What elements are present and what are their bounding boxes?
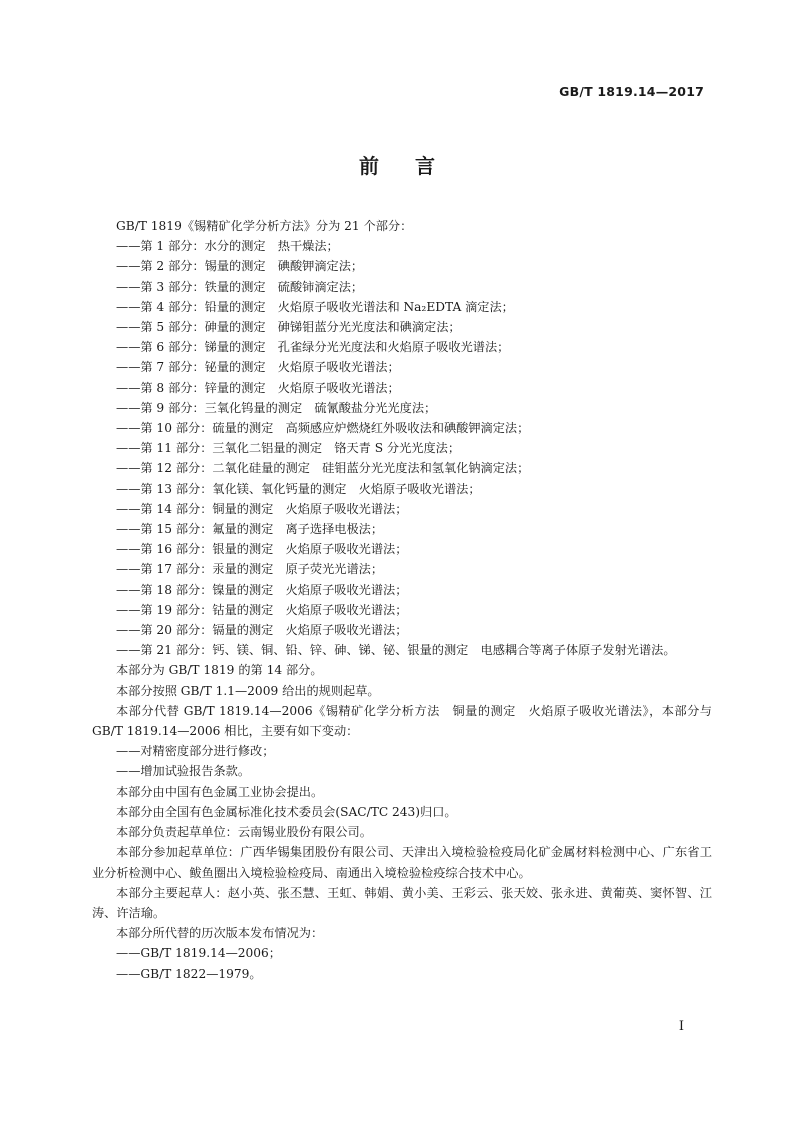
list-item: ——第 16 部分：银量的测定 火焰原子吸收光谱法； bbox=[116, 542, 408, 557]
list-item: ——第 12 部分：二氧化硅量的测定 硅钼蓝分光光度法和氢氧化钠滴定法； bbox=[116, 461, 530, 476]
list-item: ——第 14 部分：铜量的测定 火焰原子吸收光谱法； bbox=[116, 501, 408, 516]
list-item: ——第 4 部分：铅量的测定 火焰原子吸收光谱法和 Na₂EDTA 滴定法； bbox=[116, 299, 514, 314]
list-item: ——第 2 部分：锡量的测定 碘酸钾滴定法； bbox=[116, 259, 364, 274]
part-of-paragraph: 本部分为 GB/T 1819 的第 14 部分。 bbox=[116, 663, 323, 678]
standard-number: GB/T 1819.14—2017 bbox=[559, 84, 704, 99]
managed-by-paragraph: 本部分由全国有色金属标准化技术委员会(SAC/TC 243)归口。 bbox=[116, 804, 457, 819]
list-item: ——第 13 部分：氧化镁、氧化钙量的测定 火焰原子吸收光谱法； bbox=[116, 481, 481, 496]
proposed-by-paragraph: 本部分由中国有色金属工业协会提出。 bbox=[116, 784, 324, 799]
list-item: ——第 1 部分：水分的测定 热干燥法； bbox=[116, 239, 339, 254]
list-item: ——第 7 部分：铋量的测定 火焰原子吸收光谱法； bbox=[116, 360, 400, 375]
list-item: ——第 10 部分：硫量的测定 高频感应炉燃烧红外吸收法和碘酸钾滴定法； bbox=[116, 421, 530, 436]
change-item: ——增加试验报告条款。 bbox=[116, 764, 251, 779]
drafting-rules-paragraph: 本部分按照 GB/T 1.1—2009 给出的规则起草。 bbox=[116, 683, 380, 698]
page-title: 前言 bbox=[359, 154, 471, 178]
participating-units-paragraph: 本部分参加起草单位：广西华锡集团股份有限公司、天津出入境检验检疫局化矿金属材料检测中心、广东省工业分析检测中心、鲅鱼圈出入境检验检疫局、南通出入境检验检疫综合技术中心。 bbox=[92, 845, 712, 880]
document-body bbox=[92, 216, 712, 984]
page-number: I bbox=[678, 1019, 684, 1034]
list-item: ——第 18 部分：镍量的测定 火焰原子吸收光谱法； bbox=[116, 582, 408, 597]
history-intro-paragraph: 本部分所代替的历次版本发布情况为： bbox=[116, 926, 324, 941]
list-item: ——第 9 部分：三氧化钨量的测定 硫氰酸盐分光光度法； bbox=[116, 400, 437, 415]
list-item: ——第 11 部分：三氧化二铝量的测定 铬天青 S 分光光度法； bbox=[116, 441, 461, 456]
list-item: ——第 21 部分：钙、镁、铜、铅、锌、砷、锑、铋、银量的测定 电感耦合等离子体原子发射光谱法。 bbox=[116, 643, 676, 658]
history-item: ——GB/T 1819.14—2006； bbox=[116, 946, 281, 961]
change-item: ——对精密度部分进行修改； bbox=[116, 744, 275, 759]
list-item: ——第 15 部分：氟量的测定 离子选择电极法； bbox=[116, 522, 384, 537]
list-item: ——第 3 部分：铁量的测定 硫酸铈滴定法； bbox=[116, 279, 364, 294]
list-item: ——第 20 部分：镉量的测定 火焰原子吸收光谱法； bbox=[116, 623, 408, 638]
replaces-paragraph: 本部分代替 GB/T 1819.14—2006《锡精矿化学分析方法 铜量的测定 火焰原子吸收光谱法》，本部分与 GB/T 1819.14—2006 相比，主要有如下变动： bbox=[92, 703, 712, 739]
parts-list bbox=[92, 236, 712, 660]
list-item: ——第 19 部分：钴量的测定 火焰原子吸收光谱法； bbox=[116, 602, 408, 617]
lead-drafter-paragraph: 本部分负责起草单位：云南锡业股份有限公司。 bbox=[116, 825, 372, 840]
intro-paragraph: GB/T 1819《锡精矿化学分析方法》分为 21 个部分： bbox=[116, 219, 413, 233]
list-item: ——第 17 部分：汞量的测定 原子荧光光谱法； bbox=[116, 562, 384, 577]
list-item: ——第 6 部分：锑量的测定 孔雀绿分光光度法和火焰原子吸收光谱法； bbox=[116, 340, 510, 355]
drafters-paragraph: 本部分主要起草人：赵小英、张丕慧、王虹、韩娟、黄小美、王彩云、张天姣、张永进、黄葡英、窦怀智、江涛、许洁瑜。 bbox=[92, 885, 712, 920]
history-item: ——GB/T 1822—1979。 bbox=[116, 966, 262, 981]
list-item: ——第 8 部分：锌量的测定 火焰原子吸收光谱法； bbox=[116, 380, 400, 395]
list-item: ——第 5 部分：砷量的测定 砷锑钼蓝分光光度法和碘滴定法； bbox=[116, 320, 461, 335]
